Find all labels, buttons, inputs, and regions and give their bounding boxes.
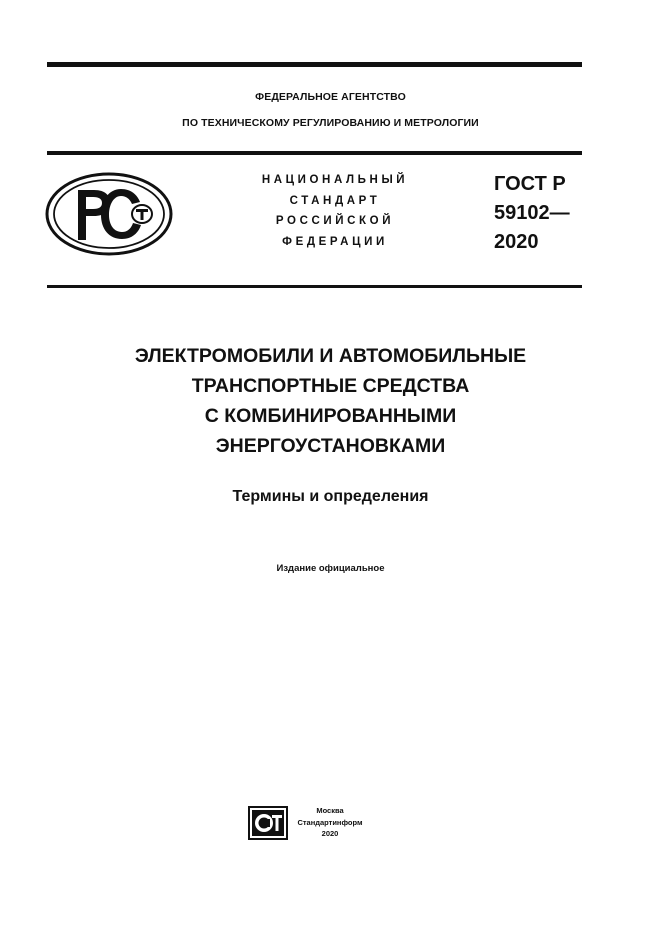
title-line-1: ЭЛЕКТРОМОБИЛИ И АВТОМОБИЛЬНЫЕ	[134, 345, 527, 367]
title-line-4: ЭНЕРГОУСТАНОВКАМИ	[215, 435, 446, 457]
publisher-block	[294, 805, 366, 840]
agency-line-1: ФЕДЕРАЛЬНОЕ АГЕНТСТВО	[255, 91, 406, 103]
standard-type-block	[230, 170, 440, 252]
edition-note: Издание официальное	[276, 563, 385, 574]
middle-rule	[47, 151, 582, 155]
top-rule	[47, 62, 582, 67]
designation-line-2: 59102—	[494, 202, 570, 224]
publisher-year: 2020	[321, 829, 339, 838]
designation-line-1: ГОСТ Р	[494, 173, 566, 195]
document-subtitle: Термины и определения	[232, 488, 429, 505]
document-title	[0, 341, 661, 461]
publisher-logo-icon	[248, 806, 288, 840]
designation-line-3: 2020	[494, 231, 539, 253]
standard-type-line-4: ФЕДЕРАЦИИ	[282, 235, 388, 248]
standard-designation	[494, 170, 570, 257]
agency-line-2: ПО ТЕХНИЧЕСКОМУ РЕГУЛИРОВАНИЮ И МЕТРОЛОГИИ	[182, 117, 479, 129]
bottom-rule	[47, 285, 582, 288]
title-line-3: С КОМБИНИРОВАННЫМИ	[204, 405, 457, 427]
publisher-city: Москва	[316, 806, 344, 815]
title-line-2: ТРАНСПОРТНЫЕ СРЕДСТВА	[191, 375, 470, 397]
gost-logo-icon	[44, 172, 174, 256]
standard-type-line-3: РОССИЙСКОЙ	[275, 215, 395, 227]
publisher-name: Стандартинформ	[297, 817, 363, 827]
standard-type-line-2: СТАНДАРТ	[289, 194, 381, 207]
standard-type-line-1: НАЦИОНАЛЬНЫЙ	[261, 174, 409, 186]
